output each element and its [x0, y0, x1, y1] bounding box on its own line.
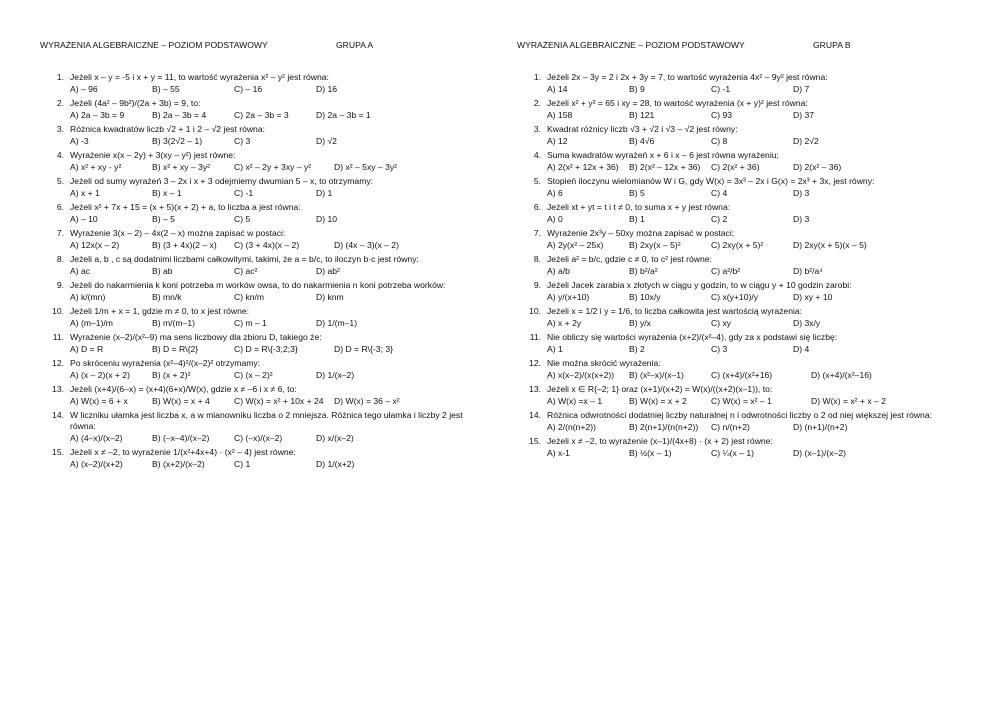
- question-item: [517, 150, 962, 174]
- answer-option: C) ¼(x – 1): [711, 448, 754, 458]
- answer-option: B) b²/a²: [629, 266, 658, 276]
- answer-option: A) x² + xy - y²: [70, 162, 122, 172]
- question-item: [40, 150, 485, 174]
- answer-option: A) 14: [547, 84, 568, 94]
- question-text: Jeżeli xt + yt = t i t ≠ 0, to suma x + y jest równa:: [547, 202, 731, 212]
- question-text: Wyrażenie (x–2)/(x²–9) ma sens liczbowy dla zbioru D, takiego że:: [70, 332, 322, 342]
- question-line: [40, 176, 485, 187]
- answer-option: C) 2(x² + 36): [711, 162, 760, 172]
- question-number: 10.: [529, 306, 541, 316]
- question-item: [517, 124, 962, 148]
- answer-option: C) 3: [234, 136, 251, 146]
- answer-options: [40, 369, 485, 382]
- question-number: 8.: [533, 254, 541, 264]
- question-text: Jeżeli Jacek zarabia x złotych w ciągu y godzin, to w ciągu y + 10 godzin zarobi:: [547, 280, 852, 290]
- answer-option: C) (3 + 4x)(x – 2): [234, 240, 300, 250]
- question-line: [517, 228, 962, 239]
- answer-option: B) D = R\{2}: [152, 344, 199, 354]
- answer-option: A) – 10: [70, 214, 98, 224]
- answer-option: B) 5: [629, 188, 645, 198]
- answer-options: [40, 213, 485, 226]
- answer-option: D) 1/(m–1): [316, 318, 358, 328]
- question-item: [40, 280, 485, 304]
- question-number: 4.: [56, 150, 64, 160]
- question-line: [40, 410, 485, 432]
- question-number: 3.: [56, 124, 64, 134]
- group-a-questions: [40, 72, 485, 471]
- question-number: 1.: [533, 72, 541, 82]
- question-line: [40, 228, 485, 239]
- question-line: [517, 150, 962, 161]
- answer-option: A) W(x) =x – 1: [547, 396, 603, 406]
- answer-options: [40, 161, 485, 174]
- question-item: [517, 176, 962, 200]
- answer-option: A) 1: [547, 344, 563, 354]
- question-line: [517, 202, 962, 213]
- question-number: 14.: [529, 410, 541, 420]
- answer-options: [517, 161, 962, 174]
- answer-option: D) 2√2: [793, 136, 819, 146]
- answer-option: C) 2xy(x + 5)²: [711, 240, 764, 250]
- question-line: [517, 72, 962, 83]
- answer-option: D) knm: [316, 292, 344, 302]
- answer-option: D) 1/(x+2): [316, 459, 355, 469]
- answer-options: [517, 317, 962, 330]
- group-b-title: WYRAŻENIA ALGEBRAICZNE – POZIOM PODSTAWOWY: [517, 40, 745, 50]
- question-number: 3.: [533, 124, 541, 134]
- question-item: [517, 98, 962, 122]
- question-text: Jeżeli x – y = -5 i x + y = 11, to wartość wyrażenia x² – y² jest równa:: [70, 72, 329, 82]
- answer-option: D) 2a – 3b = 1: [316, 110, 371, 120]
- group-b-label: GRUPA B: [813, 40, 851, 50]
- question-number: 11.: [529, 332, 541, 342]
- question-text: Wyrażenie 3(x – 2) – 4x(2 – x) można zapisać w postaci:: [70, 228, 286, 238]
- group-b-header: [517, 40, 962, 54]
- group-b-column: [517, 40, 962, 462]
- question-item: [517, 384, 962, 408]
- question-item: [40, 202, 485, 226]
- question-number: 5.: [56, 176, 64, 186]
- question-number: 8.: [56, 254, 64, 264]
- answer-option: B) W(x) = x + 4: [152, 396, 210, 406]
- question-number: 2.: [533, 98, 541, 108]
- question-line: [40, 358, 485, 369]
- answer-option: D) ab²: [316, 266, 340, 276]
- question-item: [40, 254, 485, 278]
- group-a-title: WYRAŻENIA ALGEBRAICZNE – POZIOM PODSTAWOWY: [40, 40, 268, 50]
- answer-option: D) b²/a⁴: [793, 266, 823, 276]
- answer-option: A) 2/(n(n+2)): [547, 422, 596, 432]
- answer-options: [40, 291, 485, 304]
- question-item: [40, 228, 485, 252]
- group-a-column: [40, 40, 485, 473]
- question-line: [517, 358, 962, 369]
- answer-option: C) 5: [234, 214, 251, 224]
- question-line: [517, 176, 962, 187]
- answer-option: B) 10x/y: [629, 292, 661, 302]
- answer-option: A) (m–1)/m: [70, 318, 113, 328]
- question-number: 7.: [56, 228, 64, 238]
- answer-options: [517, 395, 962, 408]
- question-line: [40, 332, 485, 343]
- answer-option: A) 12: [547, 136, 568, 146]
- answer-option: C) kn/m: [234, 292, 265, 302]
- question-number: 5.: [533, 176, 541, 186]
- group-a-label: GRUPA A: [336, 40, 374, 50]
- question-item: [40, 98, 485, 122]
- answer-option: A) 0: [547, 214, 563, 224]
- answer-option: B) m/(m–1): [152, 318, 195, 328]
- question-item: [40, 176, 485, 200]
- question-item: [517, 436, 962, 460]
- answer-option: B) (3 + 4x)(2 – x): [152, 240, 217, 250]
- answer-option: C) 8: [711, 136, 728, 146]
- question-text: Wyrażenie x(x – 2y) + 3(xy – y²) jest równe:: [70, 150, 236, 160]
- answer-option: A) 6: [547, 188, 563, 198]
- answer-option: A) k/(mn): [70, 292, 106, 302]
- question-text: Jeżeli x = 1/2 i y = 1/6, to liczba całkowita jest wartością wyrażenia:: [547, 306, 803, 316]
- question-number: 9.: [533, 280, 541, 290]
- question-number: 1.: [56, 72, 64, 82]
- question-item: [40, 306, 485, 330]
- answer-option: A) a/b: [547, 266, 570, 276]
- question-line: [40, 447, 485, 458]
- question-line: [40, 98, 485, 109]
- question-line: [517, 98, 962, 109]
- answer-option: B) (x + 2)²: [152, 370, 191, 380]
- question-text: Jeżeli x² + 7x + 15 = (x + 5)(x + 2) + a, to liczba a jest równa:: [70, 202, 301, 212]
- question-item: [40, 72, 485, 96]
- answer-option: A) 2a – 3b = 9: [70, 110, 125, 120]
- answer-option: C) W(x) = x² – 1: [711, 396, 772, 406]
- question-line: [517, 254, 962, 265]
- answer-option: D) D = R\{-3; 3}: [334, 344, 393, 354]
- answer-option: D) 3: [793, 188, 810, 198]
- question-line: [40, 306, 485, 317]
- answer-options: [40, 395, 485, 408]
- question-line: [517, 410, 962, 421]
- answer-option: A) -3: [70, 136, 89, 146]
- answer-options: [40, 458, 485, 471]
- question-line: [517, 332, 962, 343]
- question-number: 11.: [52, 332, 64, 342]
- question-number: 15.: [529, 436, 541, 446]
- answer-options: [40, 187, 485, 200]
- question-item: [517, 202, 962, 226]
- question-number: 13.: [52, 384, 64, 394]
- question-text: Kwadrat różnicy liczb √3 + √2 i √3 – √2 jest równy:: [547, 124, 738, 134]
- answer-option: C) -1: [711, 84, 731, 94]
- question-number: 12.: [52, 358, 64, 368]
- answer-option: B) 2(x² – 12x + 36): [629, 162, 701, 172]
- question-number: 13.: [529, 384, 541, 394]
- question-item: [517, 280, 962, 304]
- answer-options: [517, 369, 962, 382]
- question-number: 6.: [533, 202, 541, 212]
- answer-options: [40, 83, 485, 96]
- answer-option: B) 9: [629, 84, 645, 94]
- answer-option: B) 2(n+1)/(n(n+2)): [629, 422, 699, 432]
- question-line: [517, 436, 962, 447]
- answer-option: C) a²/b²: [711, 266, 741, 276]
- question-item: [40, 410, 485, 445]
- answer-option: C) 4: [711, 188, 728, 198]
- question-number: 2.: [56, 98, 64, 108]
- question-line: [40, 202, 485, 213]
- answer-option: A) x-1: [547, 448, 570, 458]
- question-item: [40, 384, 485, 408]
- answer-options: [517, 83, 962, 96]
- question-text: W liczniku ułamka jest liczba x, a w mianowniku liczba o 2 mniejsza. Różnica tego ułamka i liczby 2 jest równa:: [70, 410, 463, 431]
- question-item: [517, 332, 962, 356]
- question-text: Jeżeli x ∈ R{–2; 1} oraz (x+1)/(x+2) = W(x)/((x+2)(x–1)), to:: [547, 384, 773, 394]
- answer-option: A) y/(x+10): [547, 292, 590, 302]
- question-item: [517, 410, 962, 434]
- question-number: 10.: [52, 306, 64, 316]
- answer-options: [517, 447, 962, 460]
- answer-option: B) x² + xy – 3y²: [152, 162, 211, 172]
- answer-options: [517, 343, 962, 356]
- question-number: 14.: [52, 410, 64, 420]
- question-line: [40, 72, 485, 83]
- answer-option: A) 2(x² + 12x + 36): [547, 162, 619, 172]
- answer-option: D) xy + 10: [793, 292, 833, 302]
- answer-option: B) 1: [629, 214, 645, 224]
- answer-option: B) – 5: [152, 214, 175, 224]
- answer-option: D) (x–1)/(x–2): [793, 448, 847, 458]
- answer-option: B) 2: [629, 344, 645, 354]
- answer-options: [517, 421, 962, 434]
- answer-option: B) 4√6: [629, 136, 655, 146]
- answer-options: [40, 135, 485, 148]
- answer-option: D) (4x – 3)(x – 2): [334, 240, 399, 250]
- answer-option: D) 1/(x–2): [316, 370, 355, 380]
- answer-option: C) 1: [234, 459, 251, 469]
- question-text: Jeżeli a, b , c są dodatnimi liczbami całkowitymi, takimi, że a = b/c, to iloczyn b·c jest równy:: [70, 254, 419, 264]
- question-line: [517, 124, 962, 135]
- answer-option: B) ½(x – 1): [629, 448, 672, 458]
- question-line: [40, 254, 485, 265]
- answer-option: D) W(x) = x² + x – 2: [811, 396, 886, 406]
- answer-option: A) (x–2)/(x+2): [70, 459, 123, 469]
- question-line: [40, 384, 485, 395]
- question-text: Jeżeli 1/m + x = 1, gdzie m ≠ 0, to x jest równe:: [70, 306, 250, 316]
- answer-option: B) x – 1: [152, 188, 182, 198]
- answer-option: D) 4: [793, 344, 810, 354]
- question-item: [40, 358, 485, 382]
- answer-option: C) xy: [711, 318, 732, 328]
- answer-options: [40, 109, 485, 122]
- answer-option: B) mn/k: [152, 292, 182, 302]
- answer-option: C) W(x) = x² + 10x + 24: [234, 396, 324, 406]
- question-item: [517, 306, 962, 330]
- answer-option: C) – 16: [234, 84, 263, 94]
- answer-option: D) 10: [316, 214, 338, 224]
- question-text: Jeżeli (4a² – 9b²)/(2a + 3b) = 9, to:: [70, 98, 201, 108]
- answer-option: B) W(x) = x + 2: [629, 396, 687, 406]
- question-number: 4.: [533, 150, 541, 160]
- question-line: [40, 150, 485, 161]
- question-number: 7.: [533, 228, 541, 238]
- answer-option: B) (x+2)/(x–2): [152, 459, 205, 469]
- answer-option: D) √2: [316, 136, 337, 146]
- answer-option: D) 16: [316, 84, 338, 94]
- answer-option: A) W(x) = 6 + x: [70, 396, 128, 406]
- question-line: [517, 306, 962, 317]
- question-item: [40, 447, 485, 471]
- answer-option: D) 3x/y: [793, 318, 821, 328]
- question-number: 6.: [56, 202, 64, 212]
- question-line: [517, 280, 962, 291]
- question-text: Wyrażenie 2x³y – 50xy można zapisać w postaci:: [547, 228, 735, 238]
- answer-option: C) (x – 2)²: [234, 370, 273, 380]
- answer-option: B) ab: [152, 266, 173, 276]
- question-text: Jeżeli (x+4)/(6–x) = (x+4)(6+x)/W(x), gdzie x ≠ –6 i x ≠ 6, to:: [70, 384, 297, 394]
- answer-options: [517, 213, 962, 226]
- answer-option: B) 2xy(x – 5)²: [629, 240, 681, 250]
- question-item: [40, 124, 485, 148]
- answer-option: C) ac²: [234, 266, 258, 276]
- answer-option: D) 1: [316, 188, 333, 198]
- question-text: Jeżeli a² = b/c, gdzie c ≠ 0, to c² jest równe:: [547, 254, 712, 264]
- answer-option: B) (x²–x)/(x–1): [629, 370, 684, 380]
- answer-option: B) y/x: [629, 318, 651, 328]
- answer-option: D) x² – 5xy – 3y²: [334, 162, 398, 172]
- answer-option: D) W(x) = 36 – x²: [334, 396, 400, 406]
- answer-options: [40, 343, 485, 356]
- answer-option: A) (x – 2)(x + 2): [70, 370, 130, 380]
- question-text: Nie można skrócić wyrażenia:: [547, 358, 661, 368]
- answer-option: A) x + 2y: [547, 318, 582, 328]
- answer-options: [517, 265, 962, 278]
- question-line: [40, 124, 485, 135]
- answer-options: [40, 265, 485, 278]
- question-text: Stopień iloczynu wielomianów W i G, gdy W(x) = 3x³ – 2x i G(x) = 2x³ + 3x, jest równy:: [547, 176, 875, 186]
- question-text: Różnica kwadratów liczb √2 + 1 i 2 – √2 jest równa:: [70, 124, 266, 134]
- question-item: [40, 332, 485, 356]
- question-line: [517, 384, 962, 395]
- answer-options: [517, 187, 962, 200]
- answer-option: A) (4–x)/(x–2): [70, 433, 123, 443]
- answer-option: C) (–x)/(x–2): [234, 433, 283, 443]
- answer-option: A) 158: [547, 110, 573, 120]
- question-text: Nie obliczy się wartości wyrażenia (x+2)/(x²–4), gdy za x podstawi się liczbę:: [547, 332, 838, 342]
- question-item: [517, 358, 962, 382]
- question-item: [517, 228, 962, 252]
- answer-option: B) 121: [629, 110, 655, 120]
- answer-option: C) -1: [234, 188, 254, 198]
- question-text: Jeżeli od sumy wyrażeń 3 – 2x i x + 3 odejmiemy dwumian 5 – x, to otrzymamy:: [70, 176, 374, 186]
- question-text: Suma kwadratów wyrażeń x + 6 i x – 6 jest równa wyrażeniu:: [547, 150, 779, 160]
- answer-option: C) 3: [711, 344, 728, 354]
- answer-option: A) x(x–2)/(x(x+2)): [547, 370, 615, 380]
- answer-option: D) 2(x² – 36): [793, 162, 842, 172]
- answer-options: [517, 135, 962, 148]
- answer-options: [40, 432, 485, 445]
- answer-option: C) 2: [711, 214, 728, 224]
- answer-options: [517, 291, 962, 304]
- answer-option: C) (x+4)/(x²+16): [711, 370, 773, 380]
- answer-option: B) 3(2√2 – 1): [152, 136, 203, 146]
- answer-option: A) x + 1: [70, 188, 100, 198]
- question-text: Jeżeli x² + y² = 65 i xy = 28, to wartość wyrażenia (x + y)² jest równa:: [547, 98, 808, 108]
- question-text: Jeżeli x ≠ –2, to wyrażenie 1/(x²+4x+4) · (x² – 4) jest równe:: [70, 447, 296, 457]
- answer-option: C) x² – 2y + 3xy – y²: [234, 162, 312, 172]
- answer-options: [40, 317, 485, 330]
- answer-option: D) (n+1)/(n+2): [793, 422, 848, 432]
- question-text: Różnica odwrotności dodatniej liczby naturalnej n i odwrotności liczby o 2 od niej większej jest równa:: [547, 410, 933, 420]
- answer-option: C) D = R\{-3;2;3}: [234, 344, 298, 354]
- question-number: 15.: [52, 447, 64, 457]
- question-item: [517, 254, 962, 278]
- answer-option: D) 37: [793, 110, 815, 120]
- answer-option: A) ac: [70, 266, 91, 276]
- answer-option: A) 2y(x² – 25x): [547, 240, 604, 250]
- question-text: Po skróceniu wyrażenia (x²–4)²/(x–2)² otrzymamy:: [70, 358, 261, 368]
- question-text: Jeżeli do nakarmienia k koni potrzeba m worków owsa, to do nakarmienia n koni potrzeba worków:: [70, 280, 446, 290]
- answer-options: [517, 239, 962, 252]
- answer-option: A) – 96: [70, 84, 98, 94]
- answer-option: A) 12x(x – 2): [70, 240, 120, 250]
- answer-option: D) 3: [793, 214, 810, 224]
- answer-option: D) 2xy(x + 5)(x – 5): [793, 240, 867, 250]
- group-b-questions: [517, 72, 962, 460]
- answer-option: C) m – 1: [234, 318, 267, 328]
- question-number: 9.: [56, 280, 64, 290]
- question-number: 12.: [529, 358, 541, 368]
- answer-option: A) D = R: [70, 344, 104, 354]
- question-item: [517, 72, 962, 96]
- answer-option: D) (x+4)/(x²–16): [811, 370, 872, 380]
- answer-option: B) – 55: [152, 84, 180, 94]
- answer-option: C) x(y+10)/y: [711, 292, 759, 302]
- group-a-header: [40, 40, 485, 54]
- answer-option: B) (–x–4)/(x–2): [152, 433, 210, 443]
- answer-option: B) 2a – 3b = 4: [152, 110, 207, 120]
- answer-option: D) 7: [793, 84, 810, 94]
- answer-options: [40, 239, 485, 252]
- question-text: Jeżeli 2x – 3y = 2 i 2x + 3y = 7, to wartość wyrażenia 4x² – 9y² jest równa:: [547, 72, 828, 82]
- answer-options: [517, 109, 962, 122]
- answer-option: C) n/(n+2): [711, 422, 750, 432]
- question-line: [40, 280, 485, 291]
- question-text: Jeżeli x ≠ –2, to wyrażenie (x–1)/(4x+8) · (x + 2) jest równe:: [547, 436, 773, 446]
- answer-option: C) 93: [711, 110, 733, 120]
- answer-option: D) x/(x–2): [316, 433, 354, 443]
- answer-option: C) 2a – 3b = 3: [234, 110, 289, 120]
